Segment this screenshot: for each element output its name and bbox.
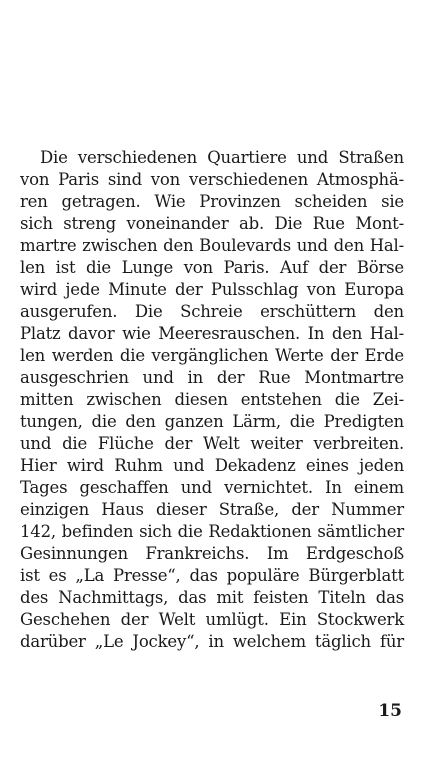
body-text xyxy=(20,147,404,653)
text-line: Tages geschaffen und vernichtet. In einem xyxy=(20,478,404,497)
text-line: ist es „La Presse“, das populäre Bürgerblatt xyxy=(20,566,404,585)
text-line: ausgeschrien und in der Rue Montmartre xyxy=(20,368,404,387)
text-line: mitten zwischen diesen entstehen die Zei- xyxy=(20,390,404,409)
page-number: 15 xyxy=(378,701,402,721)
text-line: sich streng voneinander ab. Die Rue Mont- xyxy=(20,214,404,233)
text-line: und die Flüche der Welt weiter verbreiten. xyxy=(20,434,404,453)
text-line: einzigen Haus dieser Straße, der Nummer xyxy=(20,500,404,519)
text-line: len werden die vergänglichen Werte der Erde xyxy=(20,346,404,365)
text-line: ren getragen. Wie Provinzen scheiden sie xyxy=(20,192,404,211)
text-line: Geschehen der Welt umlügt. Ein Stockwerk xyxy=(20,610,404,629)
text-line: 142, befinden sich die Redaktionen sämtlicher xyxy=(20,522,404,541)
text-line: wird jede Minute der Pulsschlag von Europa xyxy=(20,280,404,299)
text-line: len ist die Lunge von Paris. Auf der Börse xyxy=(20,258,404,277)
text-line: martre zwischen den Boulevards und den Hal- xyxy=(20,236,404,255)
text-line: tungen, die den ganzen Lärm, die Predigten xyxy=(20,412,404,431)
text-line: Gesinnungen Frankreichs. Im Erdgeschoß xyxy=(20,544,404,563)
text-line: Die verschiedenen Quartiere und Straßen xyxy=(40,148,404,167)
text-line: Hier wird Ruhm und Dekadenz eines jeden xyxy=(20,456,404,475)
text-line: von Paris sind von verschiedenen Atmosphä- xyxy=(20,170,404,189)
text-line: ausgerufen. Die Schreie erschüttern den xyxy=(20,302,404,321)
text-line: darüber „Le Jockey“, in welchem täglich für xyxy=(20,632,404,651)
text-line: des Nachmittags, das mit feisten Titeln das xyxy=(20,588,404,607)
text-line: Platz davor wie Meeresrauschen. In den Hal- xyxy=(20,324,404,343)
